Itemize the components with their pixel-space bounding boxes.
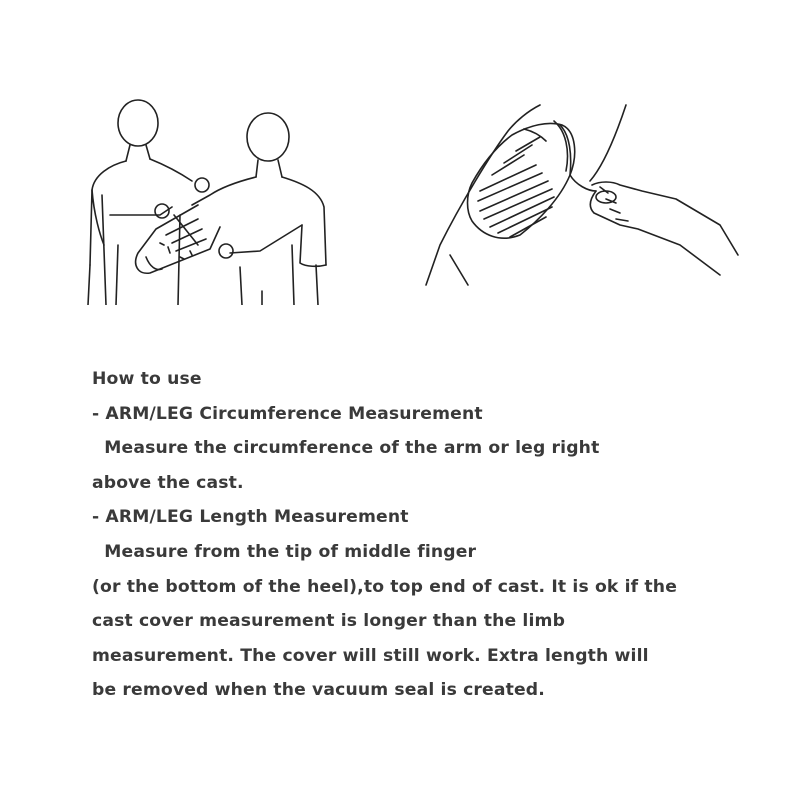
length-section-heading: - ARM/LEG Length Measurement [92, 507, 409, 528]
circumference-section-heading: - ARM/LEG Circumference Measurement [92, 403, 483, 424]
instructions-heading: How to use [92, 369, 202, 389]
instruction-line: above the cast. [92, 472, 244, 493]
instruction-line: be removed when the vacuum seal is created. [92, 680, 545, 701]
hand-holding-cast-cover-icon [420, 95, 740, 295]
cast-cover-illustration [420, 95, 740, 295]
instruction-line: measurement. The cover will still work. Extra length will [92, 645, 649, 666]
instruction-line: cast cover measurement is longer than the limb [92, 611, 566, 632]
instruction-line: Measure from the tip of middle finger [92, 541, 477, 562]
instruction-line: Measure the circumference of the arm or leg right [92, 438, 600, 459]
instruction-line: (or the bottom of the heel),to top end of cast. It is ok if the [92, 576, 677, 597]
two-people-measuring-arm-icon [80, 95, 340, 305]
measuring-illustration [80, 95, 340, 305]
how-to-use-instructions [92, 362, 772, 708]
